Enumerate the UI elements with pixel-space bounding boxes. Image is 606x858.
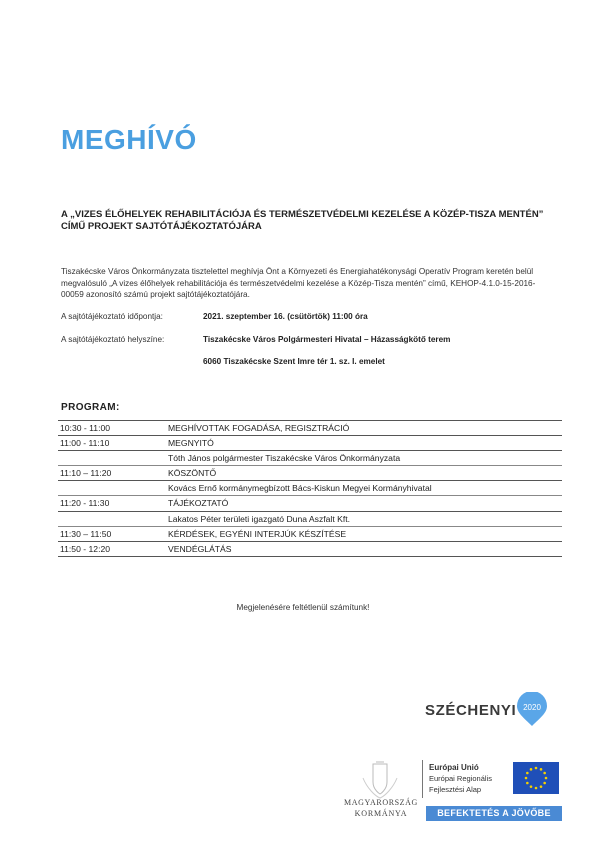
- government-line-1: MAGYARORSZÁG: [344, 798, 418, 807]
- program-activity: KÖSZÖNTŐ: [168, 466, 562, 481]
- eu-star-icon: [545, 777, 548, 780]
- szechenyi-logo-text: SZÉCHENYI: [425, 702, 517, 719]
- intro-paragraph: Tiszakécske Város Önkormányzata tisztelettel meghívja Önt a Környezeti és Energiahatékonysági Operatív Program keretén belül megvalósuló „A vizes élőhelyek rehabilitációja és természetvédelmi kezelése a Közép-Tisza mentén” című, KEHOP-4.1.0-15-2016-00059 azonosító számú projekt sajtótájékoztatójára.: [61, 267, 536, 299]
- hungarian-crest-icon: [355, 760, 405, 800]
- date-value: 2021. szeptember 16. (csütörtök) 11:00 óra: [203, 312, 368, 321]
- page-title: MEGHÍVÓ: [61, 124, 197, 155]
- eu-flag-icon: [513, 762, 559, 794]
- eu-star-icon: [535, 787, 538, 790]
- eu-star-icon: [535, 767, 538, 770]
- program-row: [58, 541, 562, 556]
- program-activity: KÉRDÉSEK, EGYÉNI INTERJÚK KÉSZÍTÉSE: [168, 526, 562, 541]
- program-row: [58, 481, 562, 496]
- government-line-2: KORMÁNYA: [354, 809, 408, 818]
- place-value: Tiszakécske Város Polgármesteri Hivatal – Házasságkötő terem: [203, 335, 451, 344]
- program-time: 10:30 - 11:00: [58, 421, 168, 436]
- program-row: [58, 526, 562, 541]
- szechenyi-year: 2020: [523, 703, 541, 712]
- eu-star-icon: [526, 782, 529, 785]
- program-activity: Kovács Ernő kormánymegbízott Bács-Kiskun Megyei Kormányhivatal: [168, 481, 562, 496]
- program-activity: TÁJÉKOZTATÓ: [168, 496, 562, 511]
- program-activity: MEGHÍVOTTAK FOGADÁSA, REGISZTRÁCIÓ: [168, 421, 562, 436]
- program-row: [58, 421, 562, 436]
- program-activity: Tóth János polgármester Tiszakécske Város Önkormányzata: [168, 451, 562, 466]
- program-time: [58, 511, 168, 526]
- program-heading: PROGRAM:: [61, 402, 120, 413]
- program-time: 11:20 - 11:30: [58, 496, 168, 511]
- eu-line-1: Európai Unió: [429, 763, 479, 772]
- program-activity: Lakatos Péter területi igazgató Duna Aszfalt Kft.: [168, 511, 562, 526]
- eu-star-icon: [540, 785, 543, 788]
- program-row: [58, 451, 562, 466]
- address-value: 6060 Tiszakécske Szent Imre tér 1. sz. I. emelet: [203, 357, 385, 366]
- date-label: A sajtótájékoztató időpontja:: [61, 312, 163, 321]
- szechenyi-2020-badge-icon: [514, 692, 550, 728]
- program-row: [58, 436, 562, 451]
- eu-star-icon: [530, 785, 533, 788]
- program-time: 11:50 - 12:20: [58, 541, 168, 556]
- program-activity: MEGNYITÓ: [168, 436, 562, 451]
- eu-star-icon: [543, 782, 546, 785]
- closing-text: Megjelenésére feltétlenül számítunk!: [236, 603, 370, 612]
- eu-star-icon: [540, 768, 543, 771]
- eu-star-icon: [525, 777, 528, 780]
- eu-fund-logo: [422, 760, 563, 798]
- program-time: 11:30 – 11:50: [58, 526, 168, 541]
- eu-star-icon: [543, 772, 546, 775]
- event-subtitle: A „VIZES ÉLŐHELYEK REHABILITÁCIÓJA ÉS TERMÉSZETVÉDELMI KEZELÉSE A KÖZÉP-TISZA MENTÉN” CÍMŰ PROJEKT SAJTÓTÁJÉKOZTATÓJÁRA: [61, 209, 544, 232]
- program-row: [58, 496, 562, 511]
- eu-star-icon: [526, 772, 529, 775]
- program-table: [58, 420, 562, 557]
- place-label: A sajtótájékoztató helyszíne:: [61, 335, 165, 344]
- program-time: 11:10 – 11:20: [58, 466, 168, 481]
- program-time: 11:00 - 11:10: [58, 436, 168, 451]
- eu-star-icon: [530, 768, 533, 771]
- eu-line-3: Fejlesztési Alap: [429, 785, 482, 794]
- slogan-band: BEFEKTETÉS A JÖVŐBE: [426, 806, 562, 821]
- program-time: [58, 451, 168, 466]
- program-time: [58, 481, 168, 496]
- program-row: [58, 466, 562, 481]
- eu-line-2: Európai Regionális: [429, 774, 492, 783]
- program-activity: VENDÉGLÁTÁS: [168, 541, 562, 556]
- program-row: [58, 511, 562, 526]
